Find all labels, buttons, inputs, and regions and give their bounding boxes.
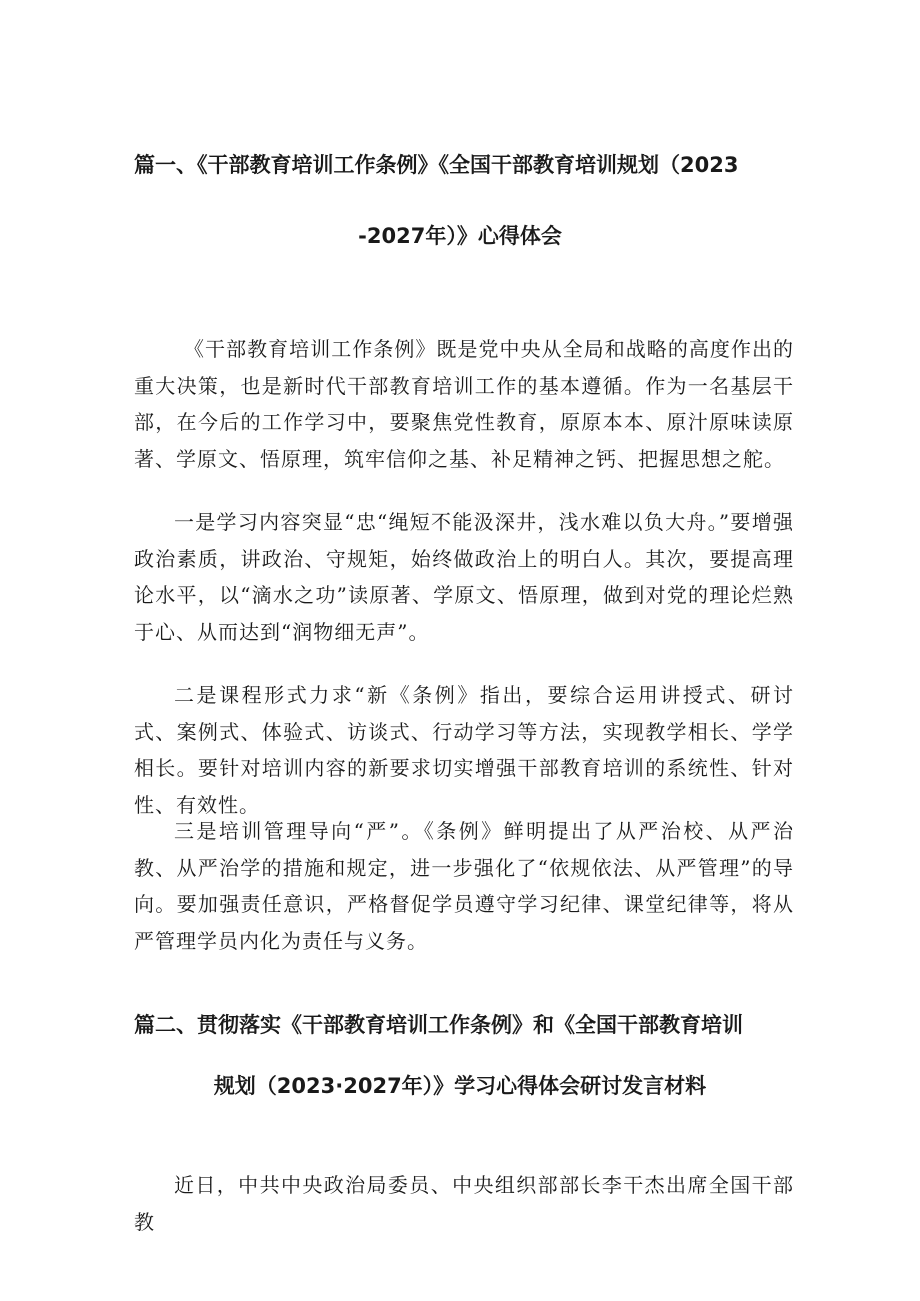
- section2-title-line2: 规划（2023·2027年）》学习心得体会研讨发言材料: [213, 1074, 707, 1098]
- section2-title-line1: 篇二、贯彻落实《干部教育培训工作条例》和《全国干部教育培训: [134, 1013, 743, 1037]
- section1-paragraph-3: 二是课程形式力求“新《条例》指出，要综合运用讲授式、研讨式、案例式、体验式、访谈式、行动学习等方法，实现教学相长、学学相长。要针对培训内容的新要求切实增强干部教育培训的系统性、针对性、有效性。: [134, 683, 794, 817]
- section1-title-line1: 篇一、《干部教育培训工作条例》《全国干部教育培训规划（2023: [134, 153, 739, 177]
- section1-paragraph-1: 《干部教育培训工作条例》既是党中央从全局和战略的高度作出的重大决策，也是新时代干部教育培训工作的基本遵循。作为一名基层干部，在今后的工作学习中，要聚焦党性教育，原原本本、原汁原味读原著、学原文、悟原理，筑牢信仰之基、补足精神之钙、把握思想之舵。: [134, 337, 794, 471]
- section1-title-line2: -2027年）》心得体会: [358, 224, 562, 248]
- section1-paragraph-4: 三是培训管理导向“严”。《条例》鲜明提出了从严治校、从严治教、从严治学的措施和规定，进一步强化了“依规依法、从严管理”的导向。要加强责任意识，严格督促学员遵守学习纪律、课堂纪律等，将从严管理学员内化为责任与义务。: [134, 819, 794, 953]
- section2-paragraph-1: 近日，中共中央政治局委员、中央组织部部长李干杰出席全国干部教: [134, 1173, 794, 1234]
- section1-paragraph-2: 一是学习内容突显“忠“绳短不能汲深井，浅水难以负大舟。”要增强政治素质，讲政治、守规矩，始终做政治上的明白人。其次，要提高理论水平，以“滴水之功”读原著、学原文、悟原理，做到对党的理论烂熟于心、从而达到“润物细无声”。: [134, 510, 794, 644]
